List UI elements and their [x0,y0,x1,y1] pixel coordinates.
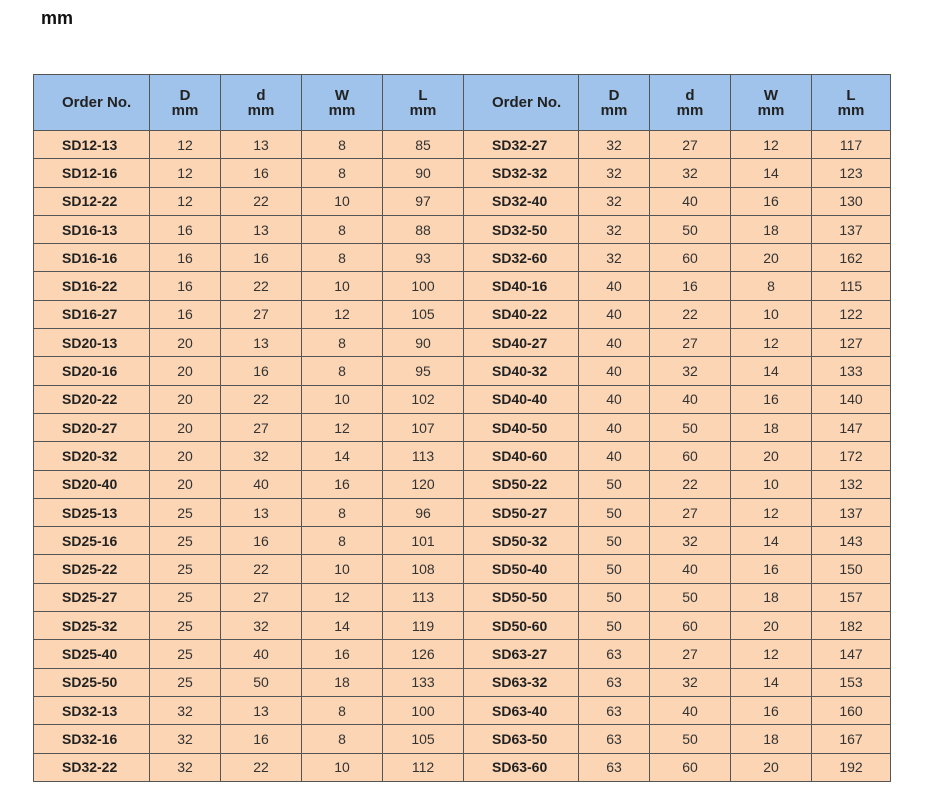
cell-left-L: 101 [383,527,464,555]
cell-left-W: 10 [302,753,383,781]
cell-right-d: 40 [650,385,731,413]
cell-left-L: 108 [383,555,464,583]
cell-left-W: 12 [302,300,383,328]
cell-right-D: 40 [579,329,650,357]
cell-left-order-no: SD12-22 [34,187,150,215]
cell-left-W: 8 [302,696,383,724]
cell-right-D: 63 [579,668,650,696]
cell-right-D: 32 [579,159,650,187]
cell-left-order-no: SD16-13 [34,215,150,243]
cell-left-order-no: SD32-13 [34,696,150,724]
cell-right-order-no: SD40-60 [464,442,579,470]
cell-left-L: 96 [383,498,464,526]
cell-left-order-no: SD20-27 [34,413,150,441]
table-row [34,244,891,272]
cell-left-order-no: SD20-13 [34,329,150,357]
cell-right-L: 153 [812,668,891,696]
cell-right-D: 40 [579,272,650,300]
cell-left-L: 112 [383,753,464,781]
cell-right-d: 40 [650,187,731,215]
cell-right-W: 14 [731,357,812,385]
cell-left-order-no: SD16-27 [34,300,150,328]
cell-right-L: 137 [812,215,891,243]
header-d [221,75,302,131]
cell-right-d: 50 [650,583,731,611]
cell-right-L: 133 [812,357,891,385]
cell-left-W: 8 [302,527,383,555]
table-row [34,527,891,555]
cell-right-d: 32 [650,527,731,555]
cell-left-D: 25 [150,527,221,555]
header-D-right [579,75,650,131]
cell-left-d: 13 [221,498,302,526]
cell-left-d: 13 [221,215,302,243]
cell-right-order-no: SD50-32 [464,527,579,555]
cell-right-W: 18 [731,215,812,243]
cell-right-L: 167 [812,725,891,753]
cell-left-L: 88 [383,215,464,243]
cell-left-W: 8 [302,244,383,272]
cell-right-d: 27 [650,329,731,357]
cell-right-order-no: SD32-60 [464,244,579,272]
cell-right-W: 18 [731,583,812,611]
cell-right-L: 182 [812,612,891,640]
cell-left-d: 32 [221,442,302,470]
cell-right-W: 12 [731,329,812,357]
cell-left-W: 14 [302,612,383,640]
cell-right-W: 20 [731,612,812,640]
table-row [34,470,891,498]
cell-right-L: 162 [812,244,891,272]
cell-right-d: 60 [650,753,731,781]
cell-left-L: 100 [383,272,464,300]
header-d-right [650,75,731,131]
table-row [34,159,891,187]
cell-right-d: 22 [650,470,731,498]
cell-right-order-no: SD32-50 [464,215,579,243]
cell-left-W: 8 [302,131,383,159]
cell-right-L: 117 [812,131,891,159]
cell-left-W: 10 [302,187,383,215]
cell-left-W: 16 [302,470,383,498]
header-order-no-right: Order No. [464,75,579,131]
table-row [34,329,891,357]
cell-right-W: 12 [731,498,812,526]
cell-left-W: 10 [302,385,383,413]
cell-right-d: 60 [650,612,731,640]
cell-left-order-no: SD20-40 [34,470,150,498]
cell-left-d: 22 [221,272,302,300]
cell-left-d: 16 [221,159,302,187]
header-L-symbol-right: L [846,86,856,104]
cell-left-L: 100 [383,696,464,724]
cell-left-d: 40 [221,470,302,498]
header-d-symbol: d [256,86,266,104]
cell-right-W: 18 [731,413,812,441]
cell-left-order-no: SD20-22 [34,385,150,413]
cell-left-L: 105 [383,725,464,753]
cell-right-W: 10 [731,300,812,328]
cell-left-L: 120 [383,470,464,498]
cell-right-D: 50 [579,612,650,640]
cell-left-D: 25 [150,583,221,611]
cell-right-order-no: SD50-22 [464,470,579,498]
table-row [34,215,891,243]
header-W-right [731,75,812,131]
cell-left-L: 97 [383,187,464,215]
cell-right-order-no: SD40-27 [464,329,579,357]
header-D-symbol-right: D [608,86,620,104]
cell-left-D: 16 [150,272,221,300]
cell-right-L: 127 [812,329,891,357]
cell-left-d: 13 [221,696,302,724]
cell-right-d: 16 [650,272,731,300]
cell-right-d: 22 [650,300,731,328]
cell-left-d: 22 [221,385,302,413]
cell-right-order-no: SD63-50 [464,725,579,753]
header-W-symbol: W [334,86,350,104]
cell-left-d: 13 [221,131,302,159]
table-row [34,272,891,300]
header-d-unit: mm [247,101,275,119]
cell-left-d: 16 [221,527,302,555]
cell-left-order-no: SD25-50 [34,668,150,696]
cell-right-d: 27 [650,131,731,159]
table-row [34,640,891,668]
cell-right-D: 40 [579,442,650,470]
cell-right-D: 40 [579,385,650,413]
cell-right-L: 132 [812,470,891,498]
cell-left-L: 107 [383,413,464,441]
cell-left-d: 13 [221,329,302,357]
header-L [383,75,464,131]
cell-left-W: 8 [302,329,383,357]
cell-right-order-no: SD40-22 [464,300,579,328]
cell-right-D: 50 [579,527,650,555]
cell-left-D: 20 [150,413,221,441]
cell-left-W: 10 [302,555,383,583]
table-row [34,131,891,159]
table-row [34,357,891,385]
cell-left-D: 25 [150,640,221,668]
cell-right-L: 137 [812,498,891,526]
cell-left-W: 12 [302,583,383,611]
cell-right-W: 16 [731,696,812,724]
cell-left-D: 25 [150,612,221,640]
cell-left-order-no: SD16-16 [34,244,150,272]
cell-right-W: 12 [731,131,812,159]
cell-left-L: 105 [383,300,464,328]
cell-right-L: 115 [812,272,891,300]
cell-left-d: 16 [221,244,302,272]
cell-right-order-no: SD40-50 [464,413,579,441]
header-D [150,75,221,131]
cell-right-D: 50 [579,583,650,611]
cell-left-order-no: SD20-16 [34,357,150,385]
cell-right-W: 14 [731,527,812,555]
cell-right-L: 172 [812,442,891,470]
cell-right-order-no: SD50-40 [464,555,579,583]
cell-right-L: 130 [812,187,891,215]
cell-left-d: 27 [221,413,302,441]
cell-right-W: 14 [731,668,812,696]
table-row [34,612,891,640]
header-W-symbol-right: W [763,86,779,104]
header-L-unit-right: mm [837,101,865,119]
header-D-symbol: D [179,86,191,104]
header-d-symbol-right: d [685,86,695,104]
cell-right-D: 40 [579,300,650,328]
cell-right-order-no: SD40-40 [464,385,579,413]
cell-left-order-no: SD25-13 [34,498,150,526]
cell-left-order-no: SD12-13 [34,131,150,159]
cell-left-d: 16 [221,357,302,385]
cell-right-D: 50 [579,498,650,526]
cell-left-d: 27 [221,583,302,611]
table-row [34,442,891,470]
cell-right-L: 122 [812,300,891,328]
cell-right-D: 63 [579,696,650,724]
header-order-no: Order No. [34,75,150,131]
cell-right-order-no: SD40-32 [464,357,579,385]
cell-right-W: 16 [731,555,812,583]
cell-right-order-no: SD50-27 [464,498,579,526]
cell-left-order-no: SD16-22 [34,272,150,300]
cell-right-d: 50 [650,725,731,753]
cell-left-d: 50 [221,668,302,696]
cell-left-L: 133 [383,668,464,696]
cell-left-W: 8 [302,498,383,526]
cell-left-d: 22 [221,753,302,781]
cell-left-L: 93 [383,244,464,272]
cell-right-L: 150 [812,555,891,583]
cell-left-d: 22 [221,187,302,215]
cell-right-D: 63 [579,753,650,781]
cell-right-L: 157 [812,583,891,611]
cell-right-order-no: SD40-16 [464,272,579,300]
cell-left-D: 20 [150,357,221,385]
header-L-right [812,75,891,131]
cell-left-order-no: SD25-32 [34,612,150,640]
cell-right-W: 16 [731,187,812,215]
cell-right-D: 32 [579,215,650,243]
cell-left-d: 16 [221,725,302,753]
cell-right-order-no: SD32-27 [464,131,579,159]
cell-right-d: 50 [650,413,731,441]
cell-left-D: 20 [150,329,221,357]
cell-right-L: 147 [812,640,891,668]
cell-left-L: 85 [383,131,464,159]
cell-right-d: 27 [650,498,731,526]
header-W [302,75,383,131]
cell-right-D: 50 [579,555,650,583]
cell-right-W: 20 [731,244,812,272]
cell-left-D: 25 [150,498,221,526]
cell-left-order-no: SD25-22 [34,555,150,583]
cell-right-d: 32 [650,357,731,385]
cell-left-D: 20 [150,442,221,470]
cell-right-W: 20 [731,442,812,470]
cell-left-D: 16 [150,215,221,243]
cell-left-order-no: SD12-16 [34,159,150,187]
cell-right-d: 40 [650,696,731,724]
cell-right-L: 143 [812,527,891,555]
table-row [34,385,891,413]
cell-right-d: 60 [650,442,731,470]
cell-left-D: 25 [150,555,221,583]
table-row [34,300,891,328]
cell-left-W: 12 [302,413,383,441]
cell-left-L: 113 [383,583,464,611]
cell-left-d: 22 [221,555,302,583]
cell-left-L: 126 [383,640,464,668]
header-W-unit-right: mm [757,101,785,119]
header-row [34,75,891,131]
cell-right-d: 32 [650,668,731,696]
cell-left-W: 16 [302,640,383,668]
cell-right-W: 10 [731,470,812,498]
table-row [34,555,891,583]
cell-left-W: 8 [302,357,383,385]
cell-right-W: 12 [731,640,812,668]
header-L-symbol: L [418,86,428,104]
unit-caption: mm [41,8,74,28]
header-d-unit-right: mm [676,101,704,119]
cell-right-W: 18 [731,725,812,753]
cell-left-D: 16 [150,300,221,328]
cell-right-order-no: SD63-27 [464,640,579,668]
cell-right-d: 40 [650,555,731,583]
cell-left-W: 8 [302,159,383,187]
cell-left-D: 32 [150,753,221,781]
cell-right-D: 32 [579,131,650,159]
header-D-unit-right: mm [600,101,628,119]
cell-left-L: 102 [383,385,464,413]
cell-right-L: 147 [812,413,891,441]
cell-right-D: 40 [579,413,650,441]
table-body [34,131,891,782]
cell-left-D: 32 [150,696,221,724]
cell-left-L: 119 [383,612,464,640]
table-row [34,753,891,781]
table-row [34,413,891,441]
table-row [34,696,891,724]
cell-left-W: 8 [302,725,383,753]
cell-left-order-no: SD32-16 [34,725,150,753]
cell-right-W: 16 [731,385,812,413]
cell-left-D: 20 [150,385,221,413]
cell-left-D: 25 [150,668,221,696]
cell-right-d: 60 [650,244,731,272]
cell-left-d: 27 [221,300,302,328]
cell-right-D: 32 [579,244,650,272]
cell-left-W: 14 [302,442,383,470]
cell-right-order-no: SD32-40 [464,187,579,215]
table-row [34,725,891,753]
header-W-unit: mm [328,101,356,119]
cell-right-order-no: SD63-32 [464,668,579,696]
cell-left-D: 16 [150,244,221,272]
spec-table [33,74,891,782]
cell-left-order-no: SD25-27 [34,583,150,611]
cell-left-order-no: SD25-40 [34,640,150,668]
cell-right-d: 27 [650,640,731,668]
header-D-unit: mm [171,101,199,119]
cell-right-order-no: SD63-40 [464,696,579,724]
cell-right-W: 20 [731,753,812,781]
cell-right-D: 63 [579,725,650,753]
table-row [34,668,891,696]
cell-right-W: 8 [731,272,812,300]
cell-right-D: 63 [579,640,650,668]
cell-left-D: 20 [150,470,221,498]
cell-left-D: 12 [150,131,221,159]
cell-right-L: 123 [812,159,891,187]
cell-right-L: 192 [812,753,891,781]
table-header [34,75,891,131]
cell-right-order-no: SD50-50 [464,583,579,611]
cell-right-L: 140 [812,385,891,413]
cell-left-D: 12 [150,159,221,187]
cell-left-D: 32 [150,725,221,753]
cell-left-order-no: SD32-22 [34,753,150,781]
table-row [34,583,891,611]
cell-left-W: 10 [302,272,383,300]
cell-left-order-no: SD20-32 [34,442,150,470]
cell-left-D: 12 [150,187,221,215]
cell-left-L: 95 [383,357,464,385]
cell-right-order-no: SD32-32 [464,159,579,187]
cell-left-d: 40 [221,640,302,668]
cell-right-d: 50 [650,215,731,243]
header-L-unit: mm [409,101,437,119]
cell-right-d: 32 [650,159,731,187]
cell-left-L: 113 [383,442,464,470]
cell-right-W: 14 [731,159,812,187]
cell-left-order-no: SD25-16 [34,527,150,555]
cell-left-L: 90 [383,159,464,187]
cell-right-L: 160 [812,696,891,724]
cell-left-d: 32 [221,612,302,640]
cell-right-order-no: SD50-60 [464,612,579,640]
cell-right-D: 50 [579,470,650,498]
cell-left-W: 18 [302,668,383,696]
cell-right-order-no: SD63-60 [464,753,579,781]
cell-left-L: 90 [383,329,464,357]
cell-right-D: 32 [579,187,650,215]
table-row [34,187,891,215]
cell-right-D: 40 [579,357,650,385]
table-row [34,498,891,526]
cell-left-W: 8 [302,215,383,243]
